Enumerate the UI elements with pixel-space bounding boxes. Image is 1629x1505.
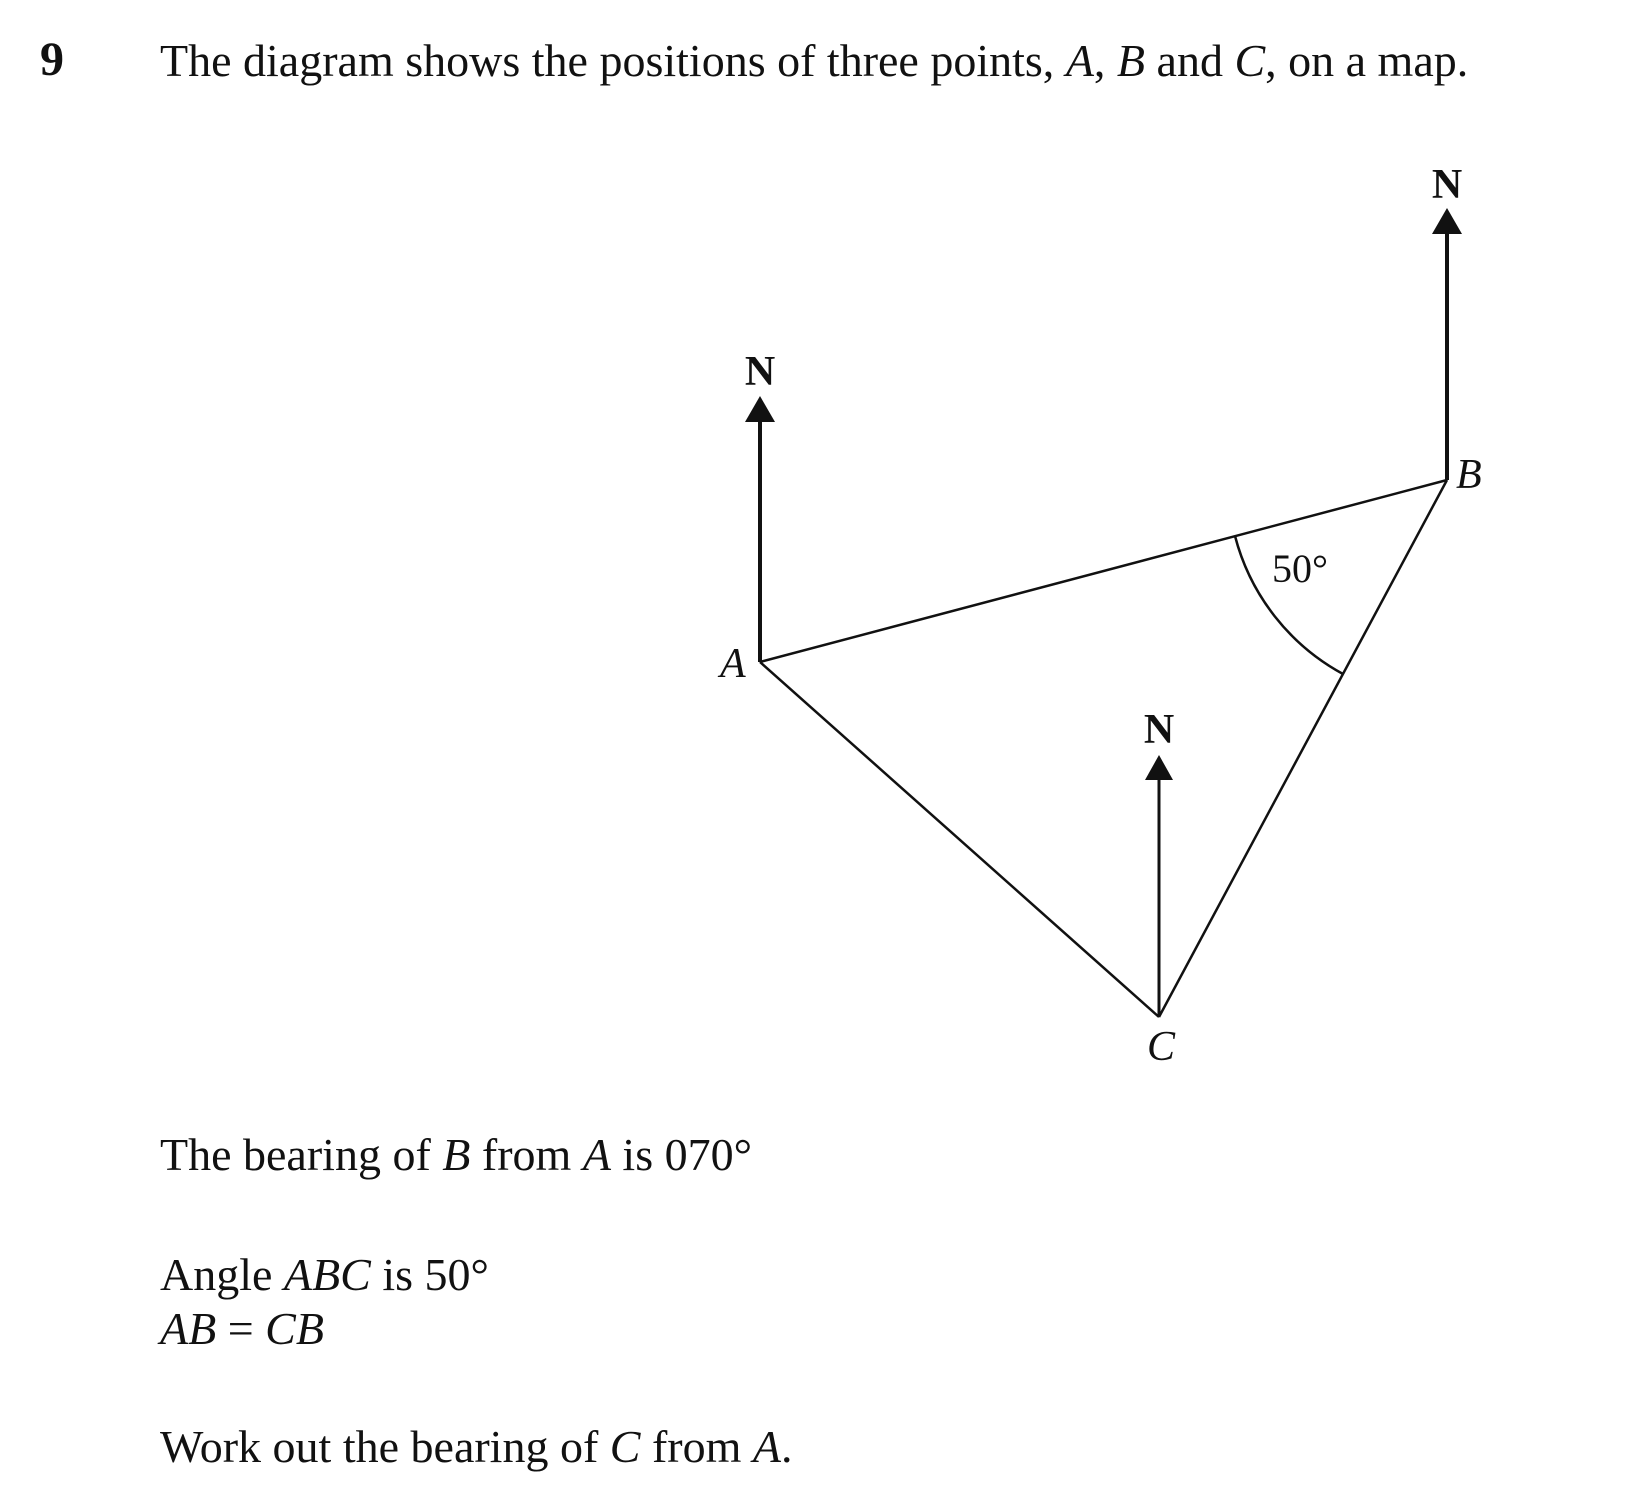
north-label-b: N	[1431, 162, 1463, 208]
north-label-a: N	[744, 349, 776, 395]
fact-bearing-mid: from	[470, 1129, 583, 1180]
task-pre: Work out the bearing of	[160, 1421, 610, 1472]
side-ab	[760, 480, 1447, 662]
fact-bearing-a: A	[582, 1129, 611, 1180]
fact-equal	[160, 1302, 324, 1355]
point-b-label: B	[1456, 452, 1482, 498]
task-a: A	[752, 1421, 781, 1472]
fact-angle-abc: ABC	[283, 1249, 371, 1300]
side-ac	[760, 662, 1159, 1017]
fact-bearing-post: is 070°	[610, 1129, 752, 1180]
point-c-ref: C	[1234, 35, 1266, 86]
fact-bearing-b: B	[442, 1129, 471, 1180]
point-a-ref: A	[1065, 35, 1094, 86]
point-b-ref: B	[1116, 35, 1146, 86]
point-c-label: C	[1147, 1024, 1176, 1070]
task-post: .	[781, 1421, 793, 1472]
intro-text: The diagram shows the positions of three points,	[160, 35, 1066, 86]
north-label-c: N	[1143, 707, 1175, 753]
north-arrowhead-a-icon	[745, 396, 775, 422]
question-number: 9	[40, 33, 64, 86]
fact-equal-cb: CB	[265, 1303, 324, 1354]
fact-angle	[160, 1248, 489, 1301]
intro-end: , on a map.	[1265, 35, 1469, 86]
fact-bearing-pre: The bearing of	[160, 1129, 443, 1180]
task-instruction	[160, 1420, 793, 1473]
angle-label: 50°	[1272, 546, 1328, 591]
fact-equal-eq: =	[216, 1303, 266, 1354]
north-arrowhead-c-icon	[1145, 755, 1173, 780]
point-a-label: A	[720, 641, 746, 687]
task-c: C	[609, 1421, 641, 1472]
intro-sep1: ,	[1093, 35, 1117, 86]
intro-sep2: and	[1145, 35, 1235, 86]
task-mid: from	[640, 1421, 753, 1472]
fact-angle-post: is 50°	[370, 1249, 489, 1300]
north-arrowhead-b-icon	[1432, 208, 1462, 234]
fact-angle-pre: Angle	[160, 1249, 284, 1300]
fact-equal-ab: AB	[160, 1303, 217, 1354]
fact-bearing	[160, 1128, 752, 1181]
